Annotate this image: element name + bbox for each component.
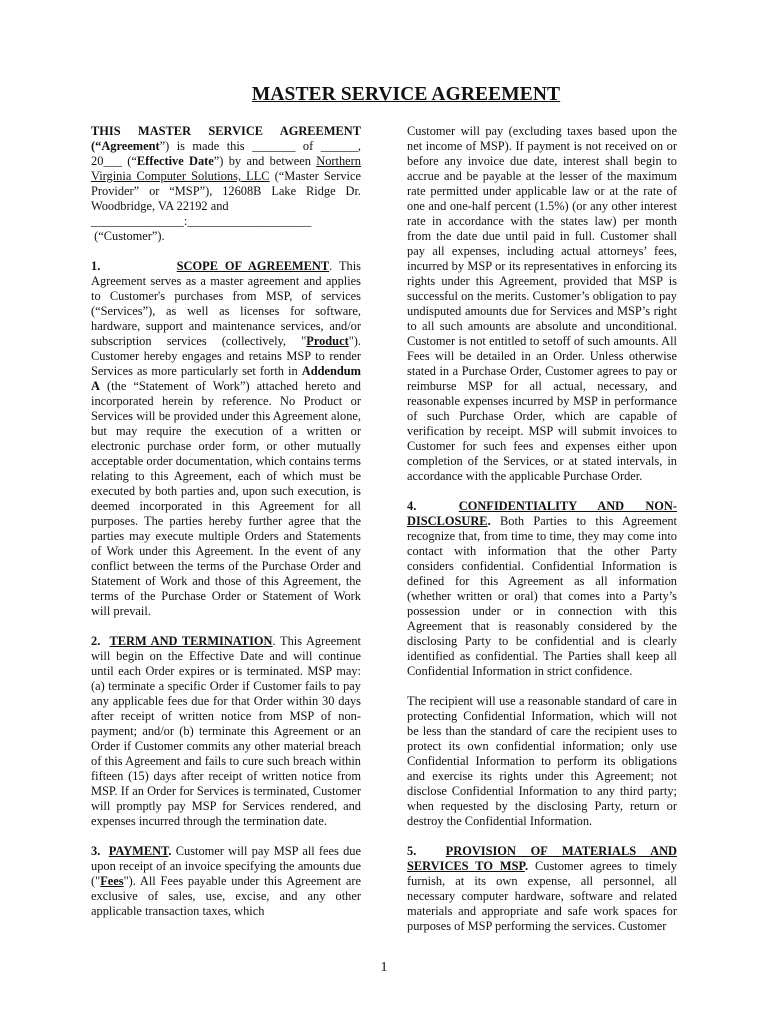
section-1-number: 1. [91, 259, 101, 273]
fees-term: Fees [100, 874, 124, 888]
section-payment-continued: Customer will pay (excluding taxes based upon the net income of MSP). If payment is not received on or before any invoice due date, interest shall begin to accrue and be payable at the lesser of the maximum rate permitted under applicable law or at the rate of one and one-half percent (1.5%) (or any other interest rate in accordance with the states law) per month from the date due until paid in full. Customer shall pay all expenses, including actual attorneys’ fees, incurred by MSP or its representatives in enforcing its rights under this Agreement, provided that MSP is successful on the merits. Customer’s obligation to pay undisputed amounts due for Services and MSP’s right to all such amounts are absolute and unconditional. Customer is not entitled to setoff of such amounts. All Fees will be detailed in an Order. Unless otherwise stated in a Purchase Order, Customer agrees to pay or reimburse MSP for all actual, necessary, and reasonable expenses incurred by MSP in performance of such Purchase Order, which are capable of verification by receipt. MSP will submit invoices to Customer for such fees and expenses either upon completion of the Services, or at stated intervals, in accordance with the applicable Purchase Order. [407, 124, 677, 483]
section-5-heading: PROVISION OF MATERIALS AND SERVICES TO MSP [407, 844, 677, 873]
company-name: Northern Virginia Computer Solutions, LLC [91, 154, 361, 183]
section-2-text: . This Agreement will begin on the Effective Date and will continue until each Order expires or is terminated. MSP may: (a) terminate a specific Order if Customer fails to pay any applicable fees due for that Order within 30 days after receipt of written notice from MSP of non-payment; and/or (b) terminate this Agreement or an Order if Customer commits any other material breach of this Agreement and fails to cure such breach within fifteen (15) days after receipt of written notice from MSP. If an Order for Services is terminated, Customer will promptly pay MSP for Services rendered, and expenses incurred through the termination date. [91, 634, 361, 828]
addendum-term: Addendum A [91, 364, 361, 393]
section-confidentiality: 4. CONFIDENTIALITY AND NON-DISCLOSURE. Both Parties to this Agreement recognize that, from time to time, they may come into contact with information that the other Party considers confidential. Confidential Information is defined for this Agreement as all information (whether written or oral) that comes into a Party’s possession under or in connection with this Agreement that is reasonably considered by the disclosing Party to be confidential and is clearly identified as confidential. The Parties shall keep all Confidential Information in strict confidence. [407, 499, 677, 678]
left-column [91, 124, 361, 934]
customer-label: (“Customer”). [94, 229, 165, 243]
customer-blank-line: _______________:____________________ [91, 214, 312, 228]
intro-text-4: (“Master Service Provider” or “MSP”), 12608B Lake Ridge Dr. Woodbridge, VA 22192 and [91, 169, 361, 213]
section-term [91, 634, 361, 829]
section-4-text: Both Parties to this Agreement recognize that, from time to time, they may come into contact with information that the other Party considers confidential. Confidential Information is defined for this Agreement as all information (whether written or oral) that comes into a Party’s possession under or in connection with this Agreement that is reasonably considered by the disclosing Party to be confidential and is clearly identified as confidential. The Parties shall keep all Confidential Information in strict confidence. [407, 514, 677, 678]
section-4-heading: CONFIDENTIALITY AND NON-DISCLOSURE [407, 499, 677, 528]
right-column [407, 124, 677, 949]
section-1-text-1: . This Agreement serves as a master agreement and applies to Customer's purchases from MSP, of services (“Services”), as well as licenses for software, hardware, support and maintenance services, and/or subscription services (collectively, " [91, 259, 361, 348]
page-title: MASTER SERVICE AGREEMENT [251, 84, 561, 105]
page-number: 1 [380, 960, 388, 975]
section-3-text-1: Customer will pay MSP all fees due upon receipt of an invoice specifying the amounts due (" [91, 844, 361, 888]
agreement-term: Agreement [101, 139, 160, 153]
effective-date-term: Effective Date [136, 154, 214, 168]
intro-text-2: ”) is made this _______ of ______, 20___ (“ [91, 139, 361, 168]
intro-paragraph [91, 124, 361, 244]
section-1-heading: SCOPE OF AGREEMENT [176, 259, 330, 273]
intro-text-1: THIS MASTER SERVICE AGREEMENT (“ [91, 124, 361, 153]
section-1-text-2: "). Customer hereby engages and retains MSP to render Services as more particularly set forth in [91, 334, 361, 378]
section-scope [91, 259, 361, 619]
section-confidentiality-p2: The recipient will use a reasonable standard of care in protecting Confidential Information, which will not be less than the standard of care the recipient uses to protect its own confidential information; only use Confidential Information to perform its obligations and exercise its rights under this Agreement; not disclose Confidential Information to any third party; when requested by the disclosing Party, return or destroy the Confidential Information. [407, 694, 677, 828]
section-3-text-2: "). All Fees payable under this Agreement are exclusive of sales, use, excise, and any other applicable transaction taxes, which [91, 874, 361, 918]
section-2-number: 2. [91, 634, 101, 648]
section-5-number: 5. [407, 844, 417, 858]
product-term: Product [306, 334, 349, 348]
section-provision: 5. PROVISION OF MATERIALS AND SERVICES TO MSP. Customer agrees to timely furnish, at its own expense, all personnel, all necessary computer hardware, software and related materials and appropriate and safe work spaces for purposes of MSP performing the services. Customer [407, 844, 677, 933]
section-1-text-3: (the “Statement of Work”) attached hereto and incorporated herein by reference. No Product or Services will be provided under this Agreement alone, but may require the execution of a written or electronic purchase order form, or other mutually acceptable order documentation, which contains terms relating to this Agreement, each of which must be executed by both parties and, upon such execution, is deemed incorporated in this Agreement for all purposes. The parties hereby further agree that the parties may execute multiple Orders and Statements of Work under this Agreement. In the event of any conflict between the terms of the Purchase Order and Statement of Work and those of this Agreement, the terms of the Purchase Order or Statement of Work will prevail. [91, 379, 361, 618]
section-3-heading: PAYMENT [108, 844, 169, 858]
section-4-number: 4. [407, 499, 417, 513]
section-payment: 3. PAYMENT. Customer will pay MSP all fees due upon receipt of an invoice specifying the amounts due ("Fees"). All Fees payable under this Agreement are exclusive of sales, use, excise, and any other applicable transaction taxes, which [91, 844, 361, 918]
section-5-text: Customer agrees to timely furnish, at its own expense, all personnel, all necessary computer hardware, software and related materials and appropriate and safe work spaces for purposes of MSP performing the services. Customer [407, 859, 677, 933]
section-3-number: 3. [91, 844, 101, 858]
intro-text-3: ”) by and between [213, 154, 317, 168]
section-2-heading: TERM AND TERMINATION [109, 634, 273, 648]
